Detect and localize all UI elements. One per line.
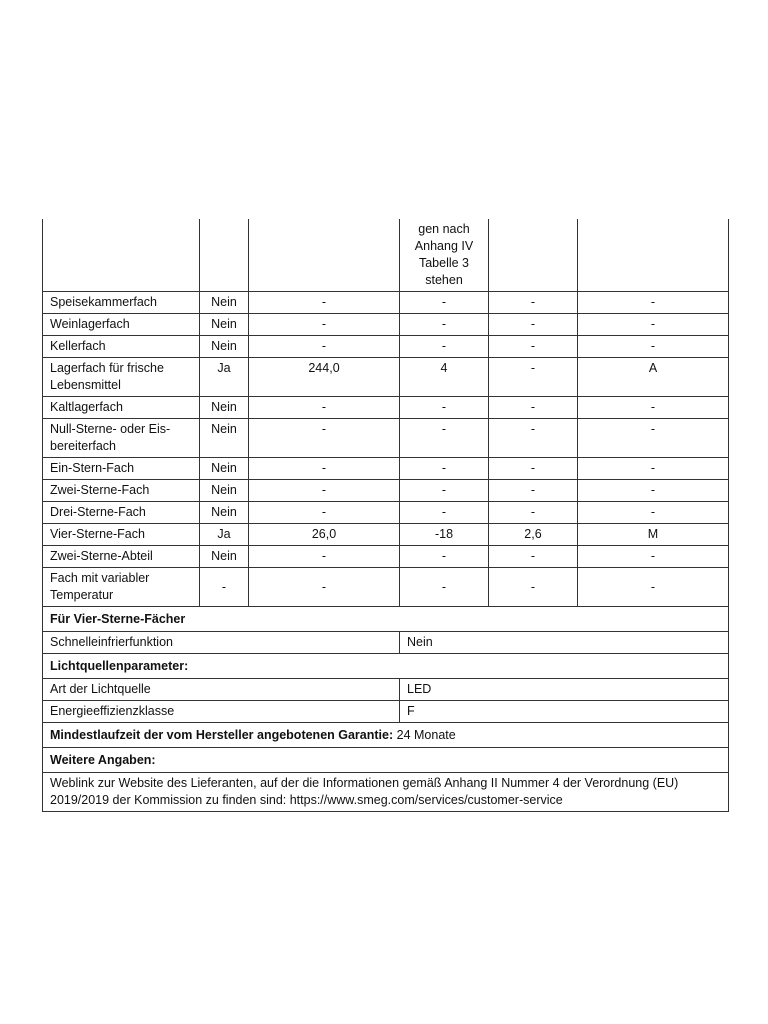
compartment-temperature: - (400, 458, 489, 480)
compartment-name: Zwei-Sterne-Fach (43, 480, 200, 502)
table-row (43, 524, 729, 546)
compartment-temperature: - (400, 546, 489, 568)
table-row (43, 419, 729, 458)
compartment-energy: - (489, 458, 578, 480)
compartment-temperature: 4 (400, 358, 489, 397)
compartment-volume: 26,0 (249, 524, 400, 546)
compartment-energy: - (489, 314, 578, 336)
light-section-title: Lichtquellenparameter: (43, 654, 729, 679)
product-information-sheet (42, 219, 728, 812)
compartment-temperature: - (400, 397, 489, 419)
table-header-row (43, 219, 729, 292)
header-cell-temperature: gen nach Anhang IV Tabelle 3 stehen (400, 219, 489, 292)
compartment-energy: - (489, 397, 578, 419)
compartment-present: Nein (200, 502, 249, 524)
compartment-name: Kaltlagerfach (43, 397, 200, 419)
light-class-row (43, 701, 729, 723)
table-row (43, 314, 729, 336)
compartment-energy: - (489, 546, 578, 568)
light-type-value: LED (400, 679, 729, 701)
quick-freeze-label: Schnelleinfrierfunktion (43, 632, 400, 654)
compartment-temperature: - (400, 314, 489, 336)
compartment-class: - (578, 419, 729, 458)
compartment-present: Nein (200, 458, 249, 480)
compartment-volume: - (249, 458, 400, 480)
compartment-temperature: - (400, 568, 489, 607)
compartment-volume: - (249, 480, 400, 502)
compartment-name: Drei-Sterne-Fach (43, 502, 200, 524)
compartment-present: Ja (200, 524, 249, 546)
compartment-class: - (578, 458, 729, 480)
compartment-name: Ein-Stern-Fach (43, 458, 200, 480)
light-type-row (43, 679, 729, 701)
table-row (43, 336, 729, 358)
compartment-name: Lagerfach für frische Lebensmittel (43, 358, 200, 397)
compartment-table (42, 219, 729, 812)
four-star-section-row (43, 607, 729, 632)
table-row (43, 568, 729, 607)
warranty-row (43, 723, 729, 748)
compartment-class: M (578, 524, 729, 546)
compartment-name: Kellerfach (43, 336, 200, 358)
compartment-temperature: -18 (400, 524, 489, 546)
further-info-title-row (43, 748, 729, 773)
compartment-name: Fach mit variabler Temperatur (43, 568, 200, 607)
compartment-present: Nein (200, 419, 249, 458)
compartment-present: Nein (200, 480, 249, 502)
compartment-name: Speisekammerfach (43, 292, 200, 314)
compartment-temperature: - (400, 502, 489, 524)
compartment-temperature: - (400, 480, 489, 502)
compartment-energy: - (489, 568, 578, 607)
compartment-energy: - (489, 336, 578, 358)
table-row (43, 358, 729, 397)
compartment-energy: - (489, 292, 578, 314)
table-row (43, 546, 729, 568)
compartment-present: Nein (200, 314, 249, 336)
compartment-present: Nein (200, 397, 249, 419)
compartment-present: Ja (200, 358, 249, 397)
compartment-present: - (200, 568, 249, 607)
table-row (43, 397, 729, 419)
compartment-temperature: - (400, 419, 489, 458)
compartment-temperature: - (400, 336, 489, 358)
compartment-volume: - (249, 314, 400, 336)
compartment-class: - (578, 314, 729, 336)
compartment-class: - (578, 546, 729, 568)
further-info-title: Weitere Angaben: (43, 748, 729, 773)
compartment-present: Nein (200, 292, 249, 314)
compartment-energy: - (489, 502, 578, 524)
warranty-value: 24 Monate (396, 727, 456, 742)
table-row (43, 292, 729, 314)
compartment-class: - (578, 336, 729, 358)
further-info-text-row (43, 773, 729, 812)
compartment-volume: 244,0 (249, 358, 400, 397)
compartment-volume: - (249, 397, 400, 419)
compartment-volume: - (249, 568, 400, 607)
light-class-value: F (400, 701, 729, 723)
compartment-volume: - (249, 336, 400, 358)
compartment-volume: - (249, 546, 400, 568)
warranty-cell (43, 723, 729, 748)
compartment-present: Nein (200, 336, 249, 358)
compartment-class: - (578, 502, 729, 524)
compartment-name: Null-Sterne- oder Eis-bereiterfach (43, 419, 200, 458)
table-row (43, 458, 729, 480)
compartment-volume: - (249, 419, 400, 458)
four-star-section-title: Für Vier-Sterne-Fächer (43, 607, 729, 632)
compartment-energy: - (489, 358, 578, 397)
compartment-energy: 2,6 (489, 524, 578, 546)
compartment-class: - (578, 397, 729, 419)
light-section-row (43, 654, 729, 679)
compartment-name: Vier-Sterne-Fach (43, 524, 200, 546)
light-class-label: Energieeffizienzklasse (43, 701, 400, 723)
compartment-energy: - (489, 480, 578, 502)
quick-freeze-row (43, 632, 729, 654)
compartment-class: - (578, 568, 729, 607)
compartment-present: Nein (200, 546, 249, 568)
compartment-class: A (578, 358, 729, 397)
compartment-class: - (578, 292, 729, 314)
further-info-text: Weblink zur Website des Lieferanten, auf der die Informationen gemäß Anhang II Nummer 4 der Verordnung (EU) 2019/2019 der Kommission zu finden sind: https://www.smeg.com/services/customer-service (43, 773, 729, 812)
compartment-energy: - (489, 419, 578, 458)
compartment-name: Zwei-Sterne-Abteil (43, 546, 200, 568)
compartment-volume: - (249, 502, 400, 524)
compartment-volume: - (249, 292, 400, 314)
warranty-label: Mindestlaufzeit der vom Hersteller angebotenen Garantie: (50, 727, 394, 742)
compartment-name: Weinlagerfach (43, 314, 200, 336)
light-type-label: Art der Lichtquelle (43, 679, 400, 701)
compartment-temperature: - (400, 292, 489, 314)
compartment-class: - (578, 480, 729, 502)
quick-freeze-value: Nein (400, 632, 729, 654)
table-row (43, 502, 729, 524)
table-row (43, 480, 729, 502)
